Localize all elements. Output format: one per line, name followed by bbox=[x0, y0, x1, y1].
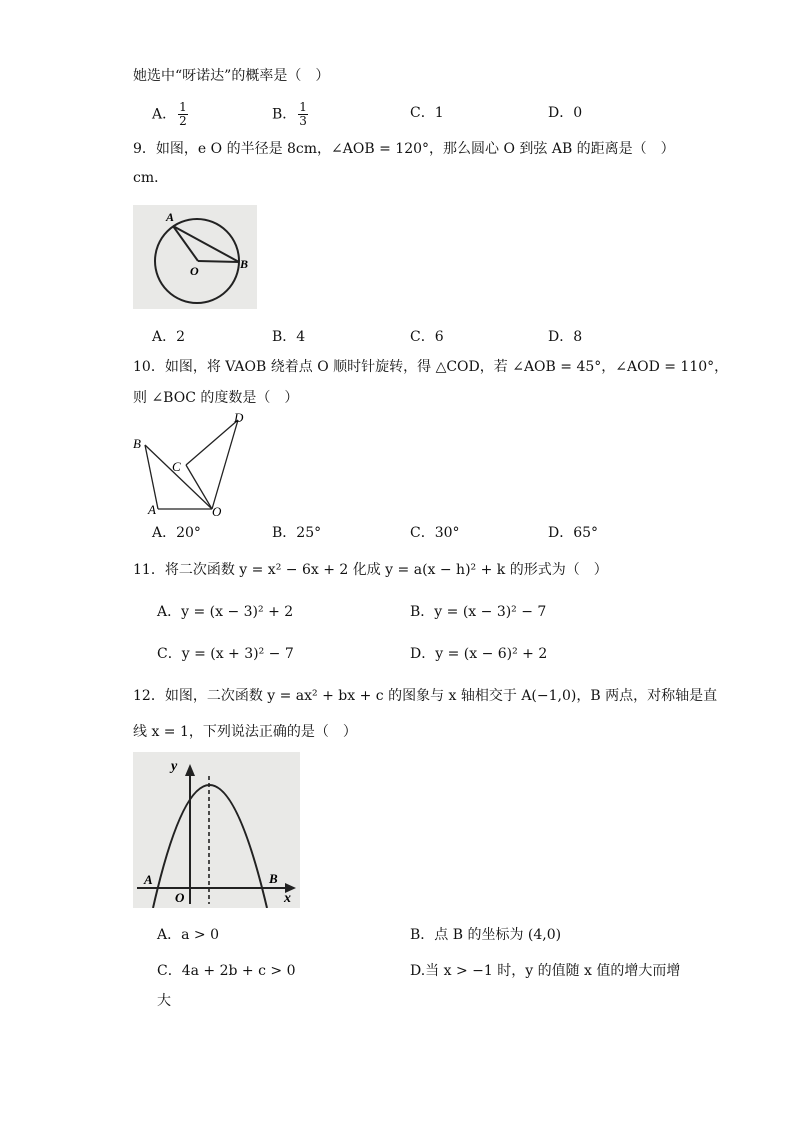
q11-option-d: D．y = (x − 6)² + 2 bbox=[410, 646, 548, 662]
segment-cd bbox=[186, 420, 238, 465]
q11-option-b: B．y = (x − 3)² − 7 bbox=[410, 604, 547, 620]
q10-option-d: D．65° bbox=[548, 525, 599, 541]
q10-rotation-figure bbox=[130, 410, 260, 520]
q8-option-b-prefix: B． bbox=[272, 106, 297, 123]
q8-option-b bbox=[272, 101, 308, 128]
radius-ob bbox=[198, 261, 239, 262]
q12-option-b: B．点 B 的坐标为 (4,0) bbox=[410, 927, 562, 943]
q11-option-c: C．y = (x + 3)² − 7 bbox=[157, 646, 294, 662]
label-a: A bbox=[144, 872, 153, 887]
q10-option-c: C．30° bbox=[410, 525, 460, 541]
q9-option-a: A．2 bbox=[152, 329, 186, 345]
label-o: O bbox=[212, 504, 222, 519]
q8-option-c: C．1 bbox=[410, 105, 444, 121]
q12-stem-line2: 线 x = 1，下列说法正确的是（ ） bbox=[133, 724, 357, 740]
label-b: B bbox=[269, 871, 278, 886]
q12-option-d-continued: 大 bbox=[157, 993, 171, 1009]
q12-option-a: A．a > 0 bbox=[157, 927, 219, 943]
label-a: A bbox=[166, 210, 175, 224]
label-b: B bbox=[133, 436, 141, 451]
label-b: B bbox=[240, 257, 249, 271]
q10-stem: 10．如图，将 VAOB 绕着点 O 顺时针旋转，得 △COD，若 ∠AOB = 45°，∠AOD = 110°， bbox=[133, 359, 729, 375]
label-y: y bbox=[171, 759, 178, 774]
q9-stem: 9．如图，e O 的半径是 8cm，∠AOB = 120°，那么圆心 O 到弦 AB 的距离是（ ） bbox=[133, 141, 675, 157]
q8-option-a-fraction bbox=[178, 101, 188, 128]
segment-bo bbox=[145, 445, 212, 509]
q12-parabola-figure bbox=[133, 752, 300, 908]
q10-option-a: A．20° bbox=[152, 525, 201, 541]
q9-option-c: C．6 bbox=[410, 329, 444, 345]
q12-option-c: C．4a + 2b + c > 0 bbox=[157, 963, 296, 979]
q8-option-a-prefix: A． bbox=[152, 106, 177, 123]
label-c: C bbox=[172, 459, 181, 474]
fraction-denominator: 2 bbox=[179, 114, 187, 128]
q9-option-b: B．4 bbox=[272, 329, 306, 345]
q12-stem: 12．如图，二次函数 y = ax² + bx + c 的图象与 x 轴相交于 A(−1,0)，B 两点，对称轴是直 bbox=[133, 688, 718, 704]
q9-option-d: D．8 bbox=[548, 329, 583, 345]
label-d: D bbox=[234, 410, 244, 425]
fraction-denominator: 3 bbox=[299, 114, 307, 128]
q11-option-a: A．y = (x − 3)² + 2 bbox=[157, 604, 294, 620]
q10-option-b: B．25° bbox=[272, 525, 322, 541]
segment-do bbox=[212, 420, 238, 509]
q8-stem: 她选中“呀诺达”的概率是（ ） bbox=[133, 68, 330, 84]
fraction-numerator: 1 bbox=[299, 100, 307, 114]
label-o: O bbox=[175, 890, 185, 905]
q10-stem-line2: 则 ∠BOC 的度数是（ ） bbox=[133, 390, 299, 406]
label-o: O bbox=[190, 264, 199, 278]
label-x: x bbox=[284, 891, 291, 906]
fraction-numerator: 1 bbox=[179, 100, 187, 114]
q11-stem: 11．将二次函数 y = x² − 6x + 2 化成 y = a(x − h)² + k 的形式为（ ） bbox=[133, 562, 608, 578]
q9-stem-unit: cm． bbox=[133, 170, 169, 186]
label-a: A bbox=[148, 502, 156, 517]
q12-option-d: D.当 x > −1 时，y 的值随 x 值的增大而增 bbox=[410, 963, 681, 979]
q8-option-b-fraction bbox=[298, 101, 308, 128]
segment-ba bbox=[145, 445, 158, 509]
q8-option-a bbox=[152, 101, 188, 128]
q8-option-d: D．0 bbox=[548, 105, 583, 121]
q9-circle-figure bbox=[133, 205, 257, 309]
